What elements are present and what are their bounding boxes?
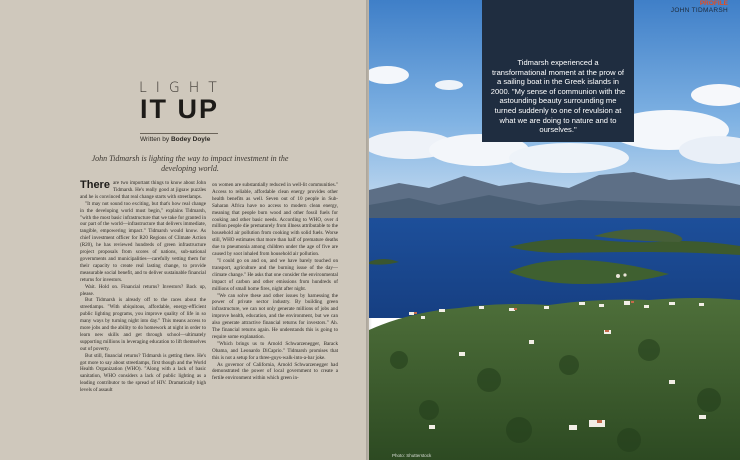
paragraph: But Tidmarsh is already off to the races about the streetlamps. "With ubiquitous, affordable, energy-efficient public lighting programs, you improve quality of life in so many ways by turning night into day." This means access to more jobs and the ability to do homework at night in order to learn new skills and get through school—ultimately supporting millions in leveraging education to lift themselves out of poverty. [80,297,206,352]
headline-line2: IT UP [140,94,220,124]
paragraph: Wait. Hold on. Financial returns? Investors? Back up, please. [80,283,206,297]
section-subject: JOHN TIDMARSH [670,7,728,14]
paragraph: But still, financial returns? Tidmarsh is getting there. He's got more to say about streetlamps, first though and the World Health Organization (WHO). "Along with a lack of basic sanitation, WHO considers a lack of public lighting as a leading contributor to the spread of HIV. Dramatically high levels of assault [80,352,206,394]
pull-quote: "My sense of communion with the astounding beauty surrounding me turned suddenly to one of revulsion at what we are doing to nature and to ourselves." [494,86,626,135]
paragraph: on women are substantially reduced in well-lit communities." Access to reliable, affordable clean energy provides other health benefits as well. Seven out of 10 people in Sub-Saharan Africa have no access to modern clean energy, meaning that people burn wood and other fossil fuels for cooking and other basic needs. According to WHO, over 4 million people die prematurely from illness attributable to the household air pollution from cooking with solid fuels. Worse still, WHO estimates that more than half of premature deaths due to pneumonia among children under the age of five are caused by soot inhaled from household air pollution. [212,182,338,258]
headline-line1: LIGHT [139,80,226,96]
paragraph: "I could go on and on, and we have barely touched on transport, agriculture and the burning issue of the day—climate change." He asks that one consider the environmental impact of carbon and other emissions from hundreds of millions of small home fires, night after night. [212,257,338,292]
deck-subtitle: John Tidmarsh is lighting the way to impact investment in the developing world. [91,154,289,173]
article-column-1 [80,180,206,394]
paragraph: "We can solve these and other issues by harnessing the power of private sector industry. By building green infrastructure, we can not only generate millions of jobs and improve health, education, and the environment, but we can also generate attractive financial returns for investors." Ah. The financial returns again. He understands this is going to require some explanation. [212,292,338,340]
dropcap: There [80,179,110,191]
article-column-2 [212,182,338,382]
photo-credit: Photo: Shutterstock [392,453,432,458]
byline-author: Bodey Doyle [170,136,211,143]
byline [140,133,218,143]
pull-quote-intro: Tidmarsh experienced a transformational moment at the prow of a sailing boat in the Greek islands in 2000. [490,58,625,96]
section-label [671,0,728,14]
paragraph: There are two important things to know about John Tidmarsh. He's really good at jigsaw puzzles and he is convinced that real change starts with streetlamps. [80,179,206,200]
right-page [369,0,740,460]
left-page [0,0,369,460]
section-category: PROFILE [699,0,728,7]
pull-quote-box [482,0,634,142]
paragraph: "Which brings us to Arnold Schwarzenegger, Barack Obama, and Leonardo DiCaprio." Tidmarsh promises that this is not a setup for a three-guys-walk-into-a-bar joke. [212,340,338,361]
paragraph: As governor of California, Arnold Schwarzenegger had demonstrated the power of local government to create a fertile environment within which green in- [212,361,338,382]
paragraph: "It may not sound too exciting, but that's how real change in the developing world must begin," explains Tidmarsh, "with the most basic infrastructure that we take for granted in our part of the world—infrastructure that delivers immediate, tangible, empowering impact." Tidmarsh would know. As chief investment officer for R20 Regions of Climate Action (R20), he has reviewed hundreds of green infrastructure project proposals from scores of nations, sub-national governments and municipalities—carefully vetting them for their capacity to create real lasting change, to provide measurable social benefit, and to deliver sustainable financial returns for investors. [80,200,206,283]
byline-prefix: Written by [140,136,170,143]
